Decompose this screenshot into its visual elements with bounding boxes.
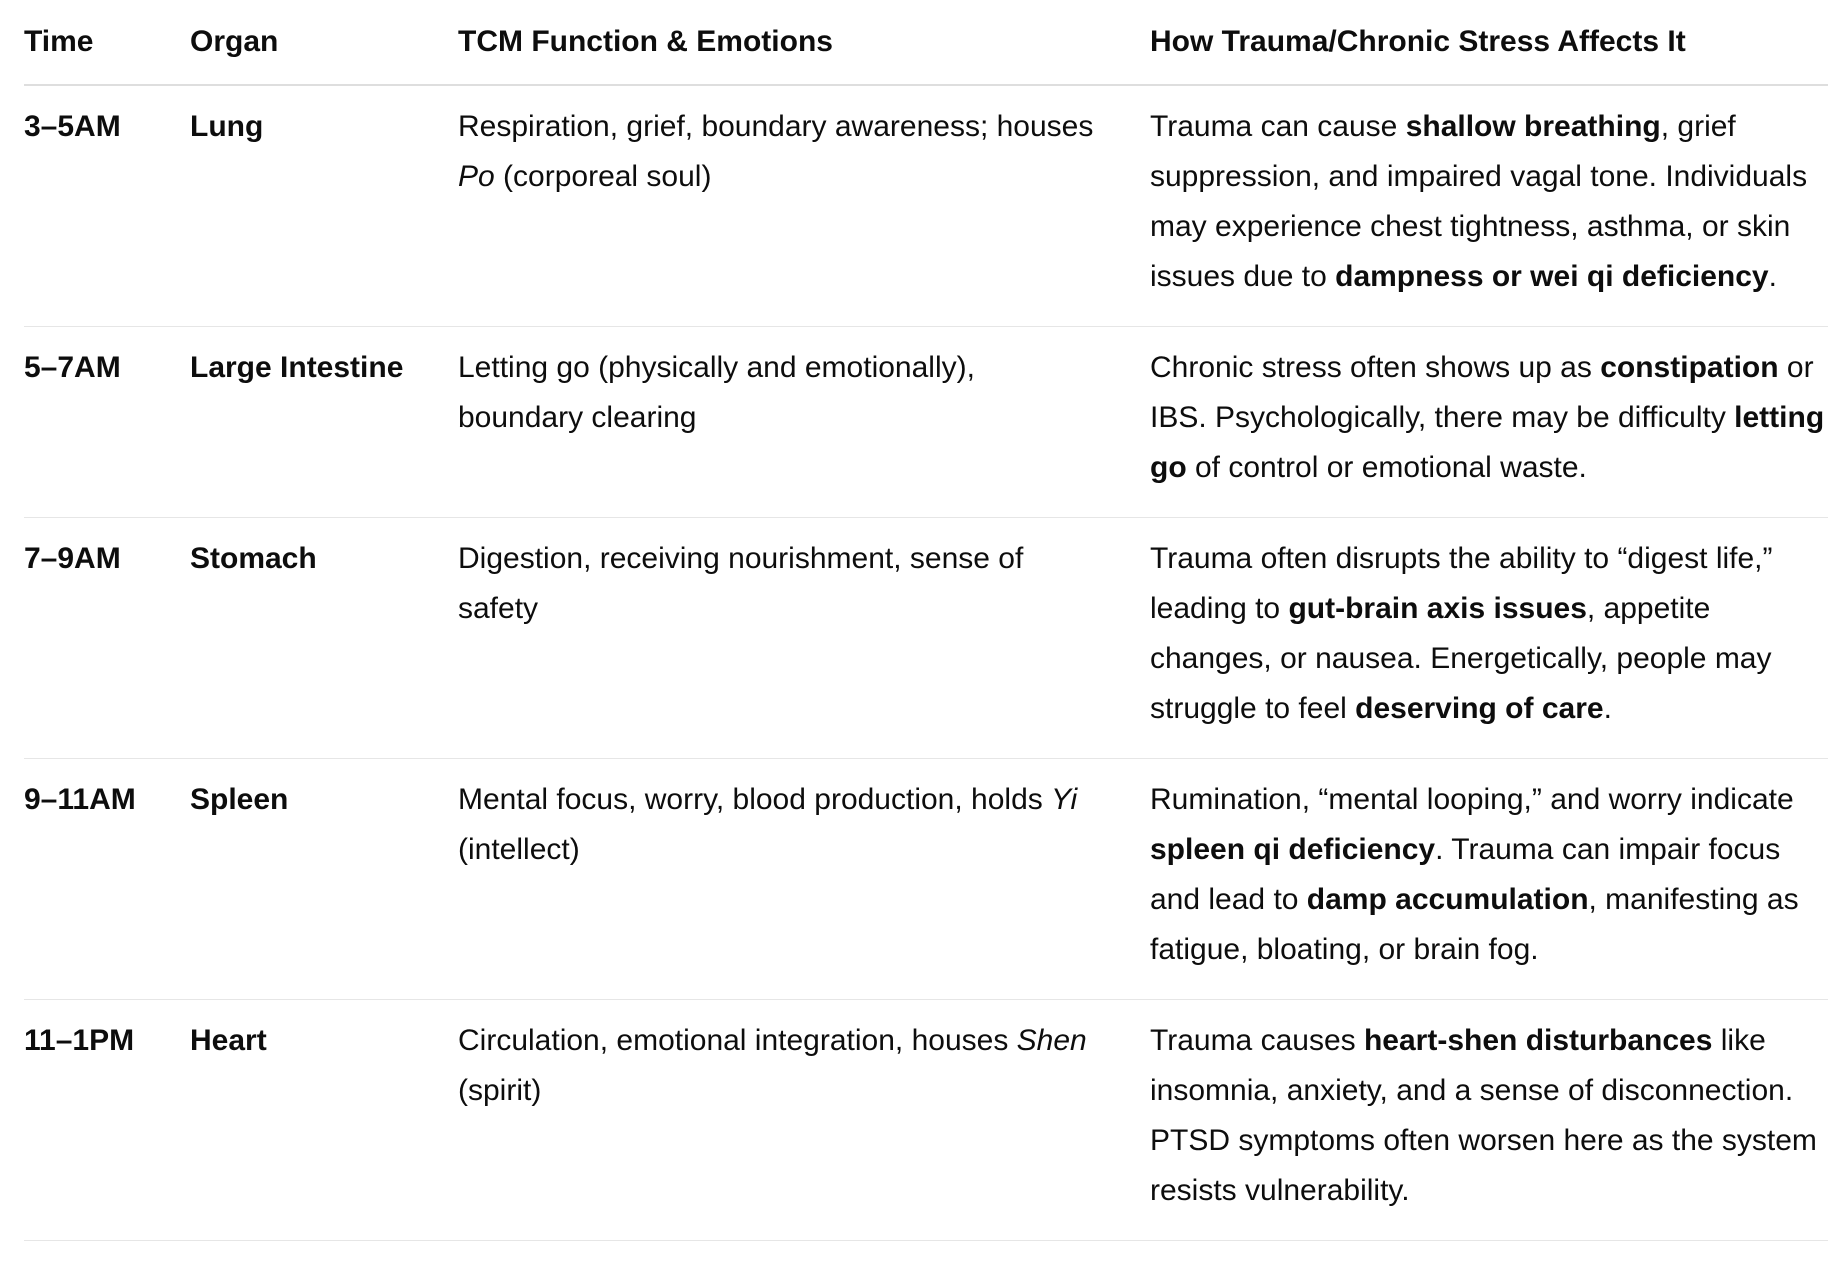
text-segment: Mental focus, worry, blood production, holds <box>458 783 1052 816</box>
bold-text-segment: dampness or wei qi deficiency <box>1335 260 1769 293</box>
cell-organ: Spleen <box>190 759 458 1000</box>
text-segment: Trauma causes <box>1150 1024 1364 1057</box>
table-row <box>24 759 1828 1000</box>
header-tcm-function: TCM Function & Emotions <box>458 0 1150 85</box>
bold-text-segment: constipation <box>1600 351 1779 384</box>
cell-time: 5–7AM <box>24 327 190 518</box>
text-segment: . <box>1768 260 1777 293</box>
cell-trauma-effect <box>1150 327 1828 518</box>
bold-text-segment: deserving of care <box>1355 692 1604 725</box>
text-segment: . <box>1603 692 1612 725</box>
text-segment: Respiration, grief, boundary awareness; houses <box>458 110 1094 143</box>
italic-text-segment: Po <box>458 160 495 193</box>
italic-text-segment: Shen <box>1016 1024 1087 1057</box>
text-segment: Trauma can cause <box>1150 110 1406 143</box>
cell-trauma-effect <box>1150 518 1828 759</box>
cell-time: 11–1PM <box>24 1000 190 1241</box>
text-segment: (spirit) <box>458 1074 542 1107</box>
text-segment: (intellect) <box>458 833 580 866</box>
text-segment: Trauma often disrupts the ability to “digest life,” leading to <box>1150 542 1773 625</box>
cell-trauma-effect <box>1150 1000 1828 1241</box>
text-segment: like insomnia, anxiety, and a sense of disconnection. PTSD symptoms often worsen here as the system resists vulnerability. <box>1150 1024 1817 1207</box>
italic-text-segment: Yi <box>1051 783 1078 816</box>
cell-time: 7–9AM <box>24 518 190 759</box>
table-row <box>24 518 1828 759</box>
table-row <box>24 1000 1828 1241</box>
header-organ: Organ <box>190 0 458 85</box>
header-time: Time <box>24 0 190 85</box>
table-body <box>24 85 1828 1241</box>
header-row <box>24 0 1828 85</box>
table-row <box>24 327 1828 518</box>
tcm-organ-clock-table <box>24 0 1828 1241</box>
bold-text-segment: spleen qi deficiency <box>1150 833 1436 866</box>
bold-text-segment: gut-brain axis issues <box>1288 592 1587 625</box>
cell-organ: Heart <box>190 1000 458 1241</box>
text-segment: . Trauma can impair focus and lead to <box>1150 833 1781 916</box>
cell-tcm-function <box>458 1000 1150 1241</box>
table-header <box>24 0 1828 85</box>
bold-text-segment: heart-shen disturbances <box>1363 1024 1713 1057</box>
tcm-organ-clock-table-container <box>24 0 1828 1241</box>
bold-text-segment: letting go <box>1150 401 1825 484</box>
text-segment: Circulation, emotional integration, houses <box>458 1024 1017 1057</box>
text-segment: Chronic stress often shows up as <box>1150 351 1601 384</box>
cell-organ: Stomach <box>190 518 458 759</box>
table-row <box>24 85 1828 327</box>
cell-organ: Large Intestine <box>190 327 458 518</box>
text-segment: or IBS. Psychologically, there may be difficulty <box>1150 351 1814 434</box>
cell-trauma-effect <box>1150 85 1828 327</box>
cell-organ: Lung <box>190 85 458 327</box>
text-segment: Rumination, “mental looping,” and worry indicate <box>1150 783 1794 816</box>
cell-time: 3–5AM <box>24 85 190 327</box>
text-segment: (corporeal soul) <box>494 160 712 193</box>
cell-tcm-function <box>458 518 1150 759</box>
cell-time: 9–11AM <box>24 759 190 1000</box>
cell-tcm-function <box>458 759 1150 1000</box>
header-trauma-effect: How Trauma/Chronic Stress Affects It <box>1150 0 1828 85</box>
bold-text-segment: damp accumulation <box>1306 883 1589 916</box>
text-segment: of control or emotional waste. <box>1186 451 1587 484</box>
text-segment: , grief suppression, and impaired vagal tone. Individuals may experience chest tightness, asthma, or skin issues due to <box>1150 110 1808 293</box>
cell-trauma-effect <box>1150 759 1828 1000</box>
text-segment: , manifesting as fatigue, bloating, or brain fog. <box>1150 883 1799 966</box>
text-segment: Digestion, receiving nourishment, sense of safety <box>458 542 1024 625</box>
text-segment: , appetite changes, or nausea. Energetically, people may struggle to feel <box>1150 592 1772 725</box>
cell-tcm-function <box>458 85 1150 327</box>
text-segment: Letting go (physically and emotionally), boundary clearing <box>458 351 975 434</box>
bold-text-segment: shallow breathing <box>1405 110 1661 143</box>
cell-tcm-function <box>458 327 1150 518</box>
